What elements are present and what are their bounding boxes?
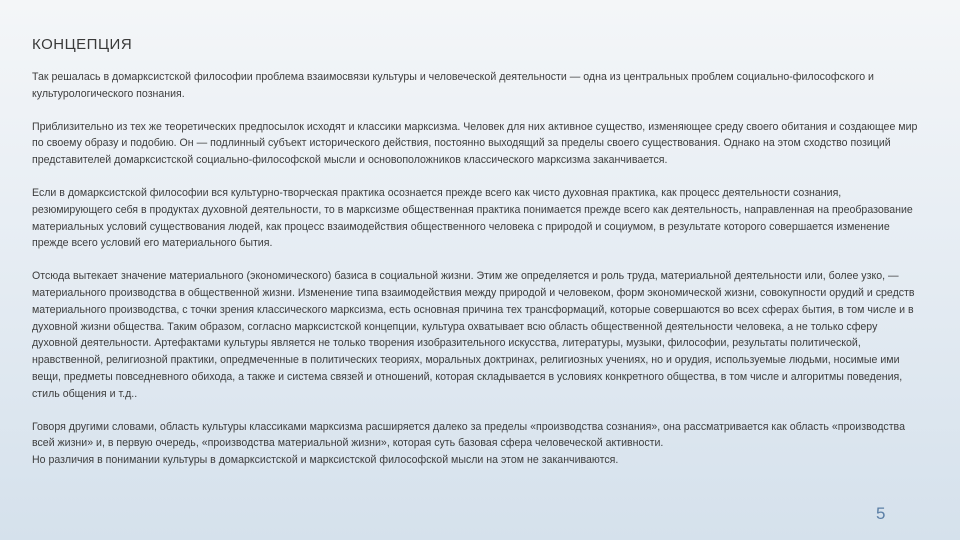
paragraph-3: Если в домарксистской философии вся культурно-творческая практика осознается прежде всего как чисто духовная практика, как процесс деятельности сознания, резюмирующего себя в продуктах духовной деятельности, то в марксизме общественная практика понимается прежде всего как деятельность, направленная на преобразование материальных условий существования людей, как процесс взаимодействия общественного человека с природой и социумом, в результате которого совершается изменение прежде всего условий его материального бытия. [32,186,913,250]
paragraph-5: Говоря другими словами, область культуры классиками марксизма расширяется далеко за пределы «производства сознания», она рассматривается как область «производства всей жизни» и, в первую очередь, «производства материальной жизни», которая суть базовая сфера человеческой активности. [32,420,905,450]
page-number: 5 [876,504,886,523]
slide-title: КОНЦЕПЦИЯ [32,36,133,53]
slide-body [32,69,920,469]
paragraph-2: Приблизительно из тех же теоретических предпосылок исходят и классики марксизма. Человек для них активное существо, изменяющее среду своего обитания и создающее мир по своему образу и подобию. Он — подлинный субъект исторического действия, постоянно выходящий за пределы своего существования. Однако на этом сходство позиций представителей домарксистской социально-философской мысли и основоположников классического марксизма заканчивается. [32,120,918,167]
paragraph-6: Но различия в понимании культуры в домарксистской и марксистской философской мысли на этом не заканчиваются. [32,454,619,467]
paragraph-4: Отсюда вытекает значение материального (экономического) базиса в социальной жизни. Этим же определяется и роль труда, материальной деятельности или, более узко, — материального производства в общественной жизни. Изменение типа взаимодействия между природой и человеком, форм экономической жизни, совокупности орудий и средств материального производства, с точки зрения классического марксизма, есть основная причина тех трансформаций, которые совершаются во всех сферах бытия, в том числе и в духовной жизни общества. Таким образом, согласно марксистской концепции, культура охватывает всю область общественной деятельности человека, а не только сферу духовной деятельности. Артефактами культуры является не только творения изобразительного искусства, литературы, музыки, философии, результаты политической, нравственной, религиозной практики, опредмеченные в политических теориях, моральных доктринах, религиозных учениях, но и орудия, используемые людьми, носимые ими вещи, предметы повседневного обихода, а также и система связей и отношений, которая складывается в условиях конкретного общества, в том числе и алгоритмы поведения, стиль общения и т.д.. [32,270,915,400]
paragraph-1: Так решалась в домарксистской философии проблема взаимосвязи культуры и человеческой деятельности — одна из центральных проблем социально-философского и культурологического познания. [32,71,874,100]
